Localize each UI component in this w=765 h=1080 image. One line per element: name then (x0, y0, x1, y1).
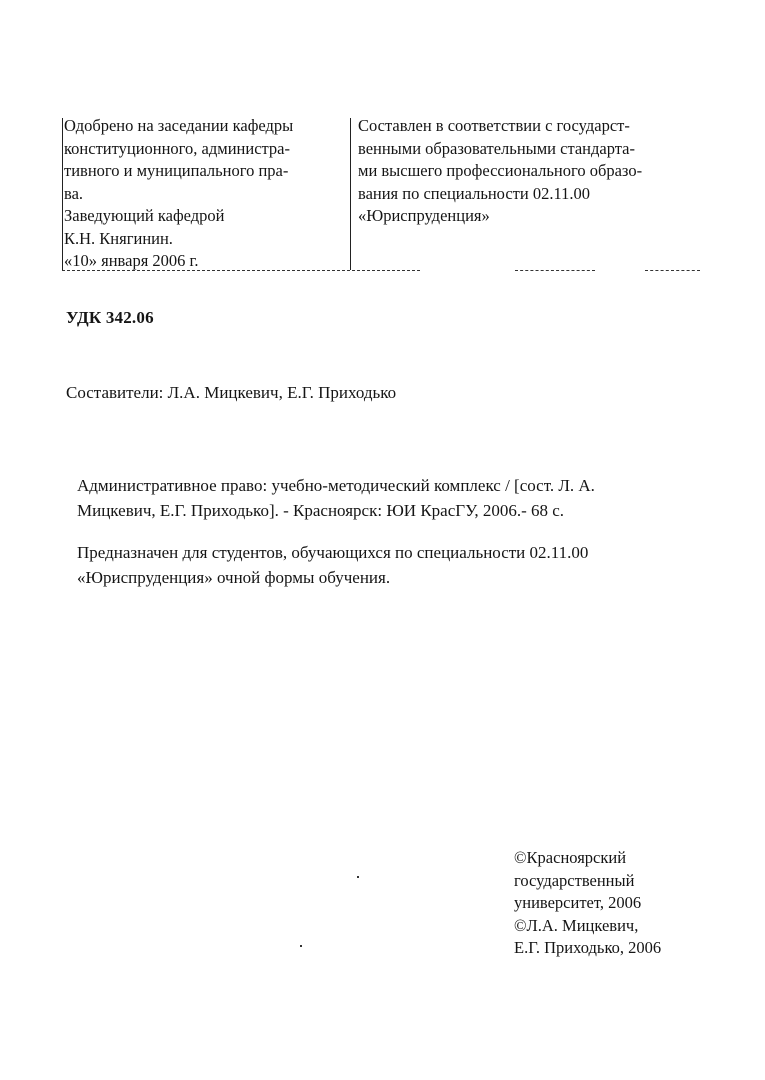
approval-line: Заведующий кафедрой (64, 206, 225, 225)
approval-line: К.Н. Княгинин. (64, 228, 173, 248)
approval-line: тивного и муниципального пра- (64, 161, 289, 180)
annotation-line: «Юриспруденция» очной формы обучения. (77, 568, 391, 587)
copyright-block (514, 847, 661, 960)
standard-line: ми высшего профессионального образо- (358, 161, 643, 180)
header-rule-right (645, 270, 700, 271)
header-rule-left (62, 270, 420, 271)
citation-line: Административное право: учебно-методический комплекс / [сост. Л. А. (77, 476, 595, 495)
standard-line: Составлен в соответствии с государст- (358, 116, 630, 135)
citation-line: Мицкевич, Е.Г. Приходько]. - Красноярск: ЮИ КрасГУ, 2006.- 68 с. (77, 501, 565, 520)
approval-line: ва. (64, 183, 84, 203)
approval-date: «10» января 2006 г. (64, 251, 199, 270)
approval-line: конституционного, администра- (64, 138, 290, 158)
standard-block (358, 115, 698, 228)
scan-speck (357, 876, 359, 878)
udk-code: УДК 342.06 (66, 308, 154, 327)
annotation (77, 540, 717, 590)
copyright-line: Е.Г. Приходько, 2006 (514, 938, 662, 957)
copyright-line: ©Красноярский (514, 848, 627, 867)
approval-block (64, 115, 346, 273)
standard-line: вания по специальности 02.11.00 (358, 183, 590, 203)
standard-line: венными образовательными стандарта- (358, 138, 635, 158)
approval-line: Одобрено на заседании кафедры (64, 116, 294, 135)
standard-line: «Юриспруденция» (358, 206, 490, 225)
column-divider (350, 118, 351, 270)
copyright-line: государственный (514, 870, 635, 890)
copyright-line: ©Л.А. Мицкевич, (514, 915, 639, 935)
annotation-line: Предназначен для студентов, обучающихся по специальности 02.11.00 (77, 543, 589, 562)
copyright-line: университет, 2006 (514, 893, 642, 912)
scan-speck (300, 945, 302, 947)
authors-line: Составители: Л.А. Мицкевич, Е.Г. Приходько (66, 383, 397, 402)
left-margin-rule (62, 118, 63, 270)
bibliographic-citation (77, 473, 717, 523)
header-rule-mid (515, 270, 595, 271)
